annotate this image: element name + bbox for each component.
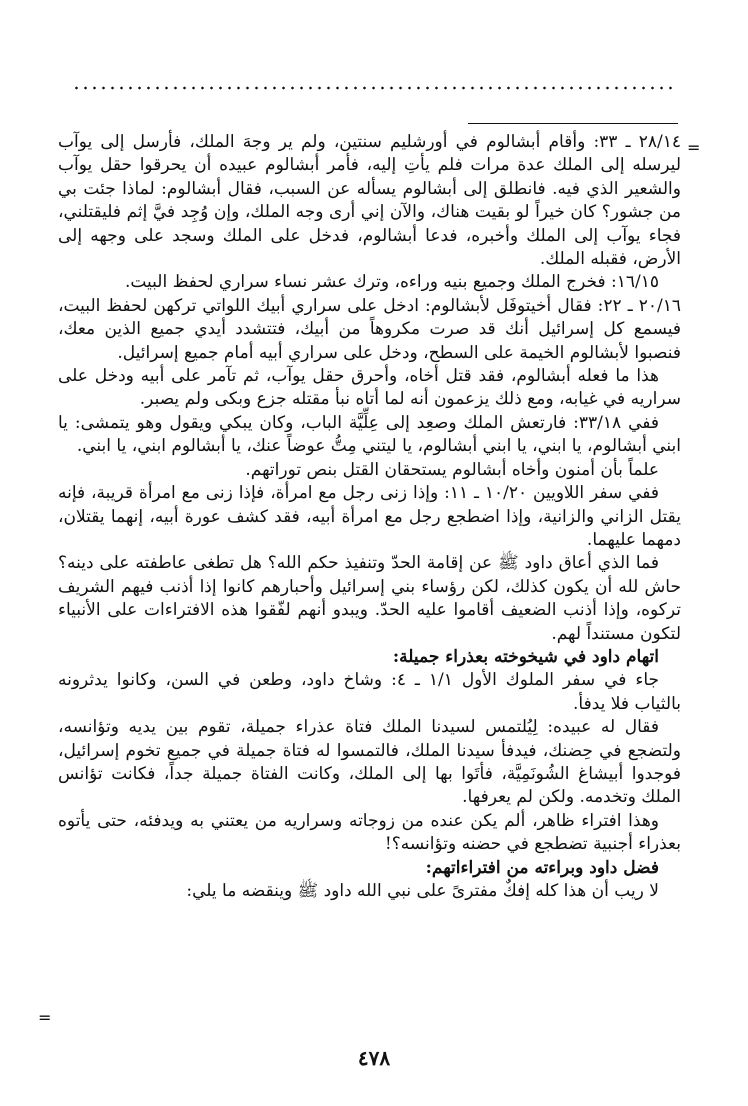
page-number: ٤٧٨: [357, 1046, 391, 1070]
paragraph-15-16: ١٦/١٥: فخرج الملك وجميع بنيه وراءه، وترك عشر نساء سراري لحفظ البيت.: [124, 272, 659, 293]
paragraph-kings-1: جاء في سفر الملوك الأول ١/١ ـ ٤: وشاخ داود، وطعن في السن، وكانوا يدثرونه بالثياب فلا يدفأ.: [58, 670, 681, 714]
paragraph-conclusion: لا ريب أن هذا كله إفكٌ مفترىً على نبي الله داود ﷺ وينقضه ما يلي:: [186, 881, 659, 901]
paragraph-16-20: ٢٠/١٦ ـ ٢٢: فقال أخيتوفَل لأبشالوم: ادخل على سراري أبيك اللواتي تركهن لحفظ البيت، فيسمع كل إسرائيل أنك قد صرت مكروهاً من أبيك، فتتشدد أيدي جميع الذين معك، فنصبوا لأبشالوم الخيمة على السطح، ودخل على سراري أبيه أمام جميع إسرائيل.: [58, 295, 681, 363]
continuation-mark-bottom: =: [38, 1008, 52, 1027]
paragraph-david-question: فما الذي أعاق داود ﷺ عن إقامة الحدّ وتنفيذ حكم الله؟ هل تطغى عاطفته على دينه؟ حاش لله أن يكون كذلك، لكن رؤساء بني إسرائيل وأحبارهم كانوا إذا أذنب فيهم الشريف تركوه، وإذا أذنب الضعيف أقاموا عليه الحدّ. ويبدو أنهم لفّقوا هذه الافتراءات على الأنبياء لتكون مستنداً لهم.: [58, 553, 682, 644]
paragraph-torah-ruling: علماً بأن أمنون وأخاه أبشالوم يستحقان القتل بنص توراتهم.: [245, 459, 659, 480]
paragraph-abishag: فقال له عبيده: لِيُلتمس لسيدنا الملك فتاة عذراء جميلة، تقوم بين يديه وتؤانسه، ولتضجع في حِضنك، فيدفأ سيدنا الملك، فالتمسوا له فتاة جميلة في جميع تخوم إسرائيل، فوجدوا أبيشاغ الشُونَمِيَّة، فأتَوا بها إلى الملك، وكانت الفتاة جميلة جداً، فكانت تؤانس الملك وتخدمه. ولكن لم يعرفها.: [58, 717, 681, 808]
paragraph-14-28: ٢٨/١٤ ـ ٣٣: وأقام أبشالوم في أورشليم سنتين، ولم ير وجهَ الملك، فأرسل إلى يوآب ليرسله إلى الملك عدة مرات فلم يأتِ إليه، فأمر أبشالوم عبيده أن يحرقوا حقل يوآب والشعير الذي فيه. فانطلق إلى أبشالوم يسأله عن السبب، فقال أبشالوم: لماذا جئت بي من جشور؟ كان خيراً لو بقيت هناك، والآن إني أرى وجه الملك، وإن وُجِد فيَّ إثم فليقتلني، فجاء يوآب إلى الملك وأخبره، فدعا أبشالوم، فدخل على الملك وسجد على وجهه إلى الأرض، فقبله الملك.: [58, 132, 681, 270]
page-body: [58, 131, 681, 903]
paragraph-18-33: ففي ٣٣/١٨: فارتعش الملك وصعِد إلى عِلِّيَّة الباب، وكان يبكي ويقول وهو يتمشى: يا ابني أبشالوم، يا ابني، يا ابني أبشالوم، يا ليتني مِتُّ عوضاً عنك، يا أبشالوم ابني، يا ابني.: [58, 412, 681, 457]
footnote-rule: [468, 123, 678, 124]
dot-leader: [72, 86, 677, 90]
paragraph-absalom-deeds: هذا ما فعله أبشالوم، فقد قتل أخاه، وأحرق حقل يوآب، ثم تآمر على أبيه ودخل على سراريه في غيابه، ومع ذلك يزعمون أنه لما أتاه نبأ مقتله جزع وبكى ولم يصبر.: [58, 366, 681, 410]
continuation-mark-top: =: [687, 138, 701, 157]
paragraph-leviticus: ففي سفر اللاويين ١٠/٢٠ ـ ١١: وإذا زنى رجل مع امرأة، فإذا زنى مع امرأة قريبة، فإنه يقتل الزاني والزانية، وإذا اضطجع رجل مع امرأة أبيه، فقد كشف عورة أبيه، إنهما يقتلان، دمهما عليهما.: [58, 483, 681, 550]
section-heading-innocence: فضل داود وبراءته من افتراءاتهم:: [425, 857, 659, 878]
paragraph-refutation: وهذا افتراء ظاهر، ألم يكن عنده من زوجاته وسراريه من يعتني به ويدفئه، حتى يأتوه بعذراء أجنبية تضطجع في حضنه وتؤانسه؟!: [58, 810, 681, 855]
section-heading-accusation: اتهام داود في شيخوخته بعذراء جميلة:: [392, 646, 659, 667]
